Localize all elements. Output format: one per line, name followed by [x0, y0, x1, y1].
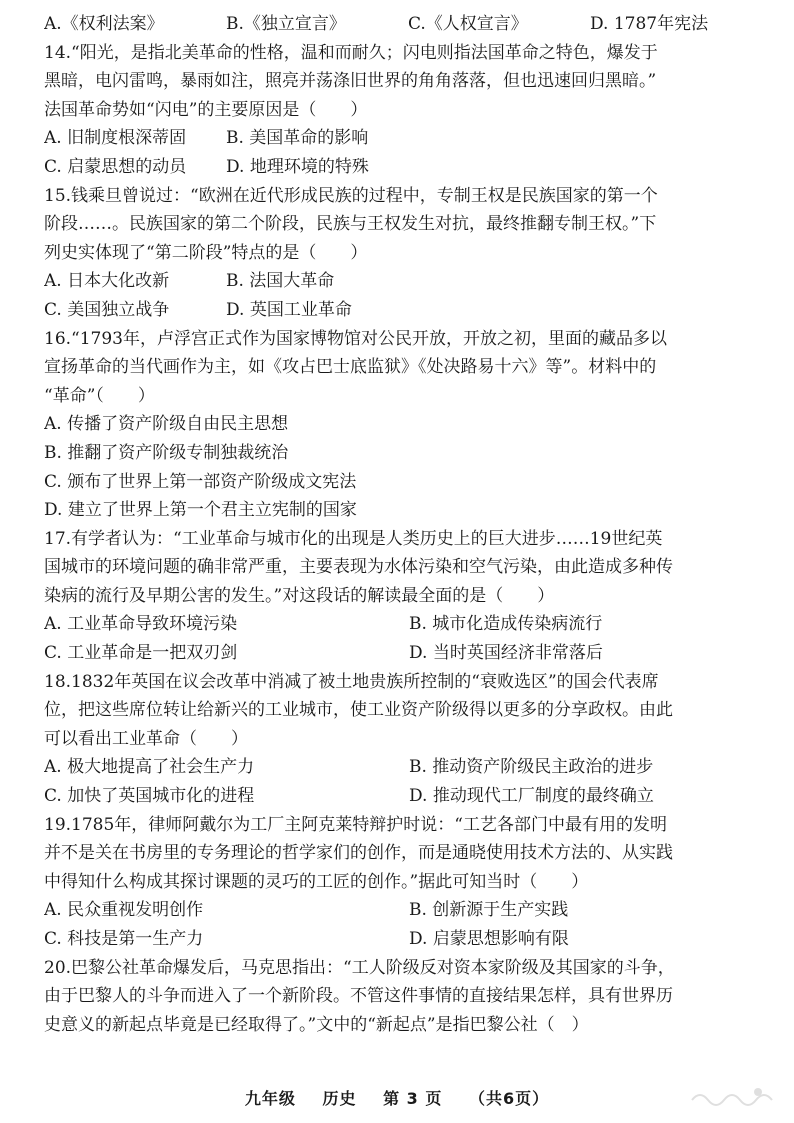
q15-option-d[interactable]: D. 英国工业革命 [226, 299, 352, 320]
q14-option-a[interactable]: A. 旧制度根深蒂固 [44, 128, 187, 149]
q16-option-c[interactable]: C. 颁布了世界上第一部资产阶级成文宪法 [44, 471, 357, 492]
q14-stem-line-3: 法国革命势如“闪电”的主要原因是（ ） [44, 99, 368, 120]
q16-stem-line-3: “革命”（ ） [44, 385, 155, 406]
q14-stem-line-2: 黑暗，电闪雷鸣，暴雨如注，照亮并荡涤旧世界的角角落落，但也迅速回归黑暗。” [44, 71, 657, 92]
q15-option-c[interactable]: C. 美国独立战争 [44, 299, 170, 320]
q17-stem-line-1: 17.有学者认为：“工业革命与城市化的出现是人类历史上的巨大进步……19世纪英 [44, 528, 663, 549]
q16-stem-line-1: 16.“1793年，卢浮宫正式作为国家博物馆对公民开放，开放之初，里面的藏品多以 [44, 328, 667, 349]
q17-options-row-1 [44, 610, 774, 639]
q18-options-row-2 [44, 782, 774, 811]
q17-option-c[interactable]: C. 工业革命是一把双刃剑 [44, 643, 238, 664]
q15-options-row-1 [44, 267, 774, 296]
q13-options [44, 10, 774, 39]
q19-options-row-1 [44, 896, 774, 925]
q15-stem-line-1: 15.钱乘旦曾说过：“欧洲在近代形成民族的过程中，专制王权是民族国家的第一个 [44, 185, 658, 206]
q18-stem-line-1: 18.1832年英国在议会改革中消减了被土地贵族所控制的“衰败选区”的国会代表席 [44, 671, 659, 692]
q19-option-b[interactable]: B. 创新源于生产实践 [409, 900, 569, 921]
q13-option-c[interactable]: C.《人权宣言》 [408, 14, 528, 34]
q17-option-a[interactable]: A. 工业革命导致环境污染 [44, 614, 238, 635]
q16-option-a[interactable]: A. 传播了资产阶级自由民主思想 [44, 414, 289, 435]
q17-options-row-2 [44, 639, 774, 668]
q16-option-b[interactable]: B. 推翻了资产阶级专制独裁统治 [44, 442, 289, 463]
q14-option-d[interactable]: D. 地理环境的特殊 [226, 156, 369, 177]
page-footer [0, 1086, 794, 1109]
q19-option-a[interactable]: A. 民众重视发明创作 [44, 900, 204, 921]
q14-options-row-1 [44, 124, 774, 153]
q13-option-d[interactable]: D. 1787年宪法 [590, 14, 709, 34]
q17-option-d[interactable]: D. 当时英国经济非常落后 [409, 643, 603, 664]
q19-stem-line-3: 中得知什么构成其探讨课题的灵巧的工匠的创作。”据此可知当时（ ） [44, 871, 589, 892]
q14-option-c[interactable]: C. 启蒙思想的动员 [44, 156, 187, 177]
q18-options-row-1 [44, 753, 774, 782]
footer-grade: 九年级 [244, 1089, 296, 1108]
q18-option-d[interactable]: D. 推动现代工厂制度的最终确立 [409, 786, 654, 807]
q15-stem-line-3: 列史实体现了“第二阶段”特点的是（ ） [44, 242, 368, 263]
footer-page-number: 第 3 页 [383, 1089, 443, 1108]
q18-option-b[interactable]: B. 推动资产阶级民主政治的进步 [409, 757, 654, 778]
q16-stem-line-2: 宣扬革命的当代画作为主，如《攻占巴士底监狱》《处决路易十六》等”。材料中的 [44, 357, 657, 378]
q14-stem-line-1: 14.“阳光，是指北美革命的性格，温和而耐久；闪电则指法国革命之特色，爆发于 [44, 42, 658, 63]
q17-option-b[interactable]: B. 城市化造成传染病流行 [409, 614, 603, 635]
q19-options-row-2 [44, 925, 774, 954]
q20-stem-line-2: 由于巴黎人的斗争而进入了一个新阶段。不管这件事情的直接结果怎样，具有世界历 [44, 986, 673, 1007]
footer-total-pages: （共6页） [468, 1089, 550, 1108]
q19-stem-line-2: 并不是关在书房里的专务理论的哲学家们的创作，而是通晓使用技术方法的、从实践 [44, 843, 673, 864]
q20-stem-line-1: 20.巴黎公社革命爆发后，马克思指出：“工人阶级反对资本家阶级及其国家的斗争， [44, 957, 675, 978]
q18-option-a[interactable]: A. 极大地提高了社会生产力 [44, 757, 255, 778]
scan-watermark-icon [688, 1080, 776, 1112]
q17-stem-line-3: 染病的流行及早期公害的发生。”对这段话的解读最全面的是（ ） [44, 585, 555, 606]
question-list [44, 10, 774, 1039]
q20-stem-line-3: 史意义的新起点毕竟是已经取得了。”文中的“新起点”是指巴黎公社（ ） [44, 1014, 589, 1035]
q19-option-d[interactable]: D. 启蒙思想影响有限 [409, 929, 569, 949]
q16-option-d[interactable]: D. 建立了世界上第一个君主立宪制的国家 [44, 500, 357, 521]
q13-option-b[interactable]: B.《独立宣言》 [226, 14, 346, 34]
q18-stem-line-3: 可以看出工业革命（ ） [44, 728, 248, 749]
q15-stem-line-2: 阶段……。民族国家的第二个阶段，民族与王权发生对抗，最终推翻专制王权。”下 [44, 214, 657, 235]
q18-stem-line-2: 位，把这些席位转让给新兴的工业城市，使工业资产阶级得以更多的分享政权。由此 [44, 700, 673, 721]
q15-options-row-2 [44, 296, 774, 325]
q19-option-c[interactable]: C. 科技是第一生产力 [44, 929, 204, 949]
q19-stem-line-1: 19.1785年，律师阿戴尔为工厂主阿克莱特辩护时说：“工艺各部门中最有用的发明 [44, 814, 667, 835]
q15-option-b[interactable]: B. 法国大革命 [226, 271, 335, 292]
q14-option-b[interactable]: B. 美国革命的影响 [226, 128, 369, 149]
q13-option-a[interactable]: A.《权利法案》 [44, 14, 164, 34]
q18-option-c[interactable]: C. 加快了英国城市化的进程 [44, 786, 255, 807]
q17-stem-line-2: 国城市的环境问题的确非常严重，主要表现为水体污染和空气污染，由此造成多种传 [44, 557, 673, 578]
q14-options-row-2 [44, 153, 774, 182]
q15-option-a[interactable]: A. 日本大化改新 [44, 271, 170, 292]
footer-subject: 历史 [322, 1089, 357, 1108]
